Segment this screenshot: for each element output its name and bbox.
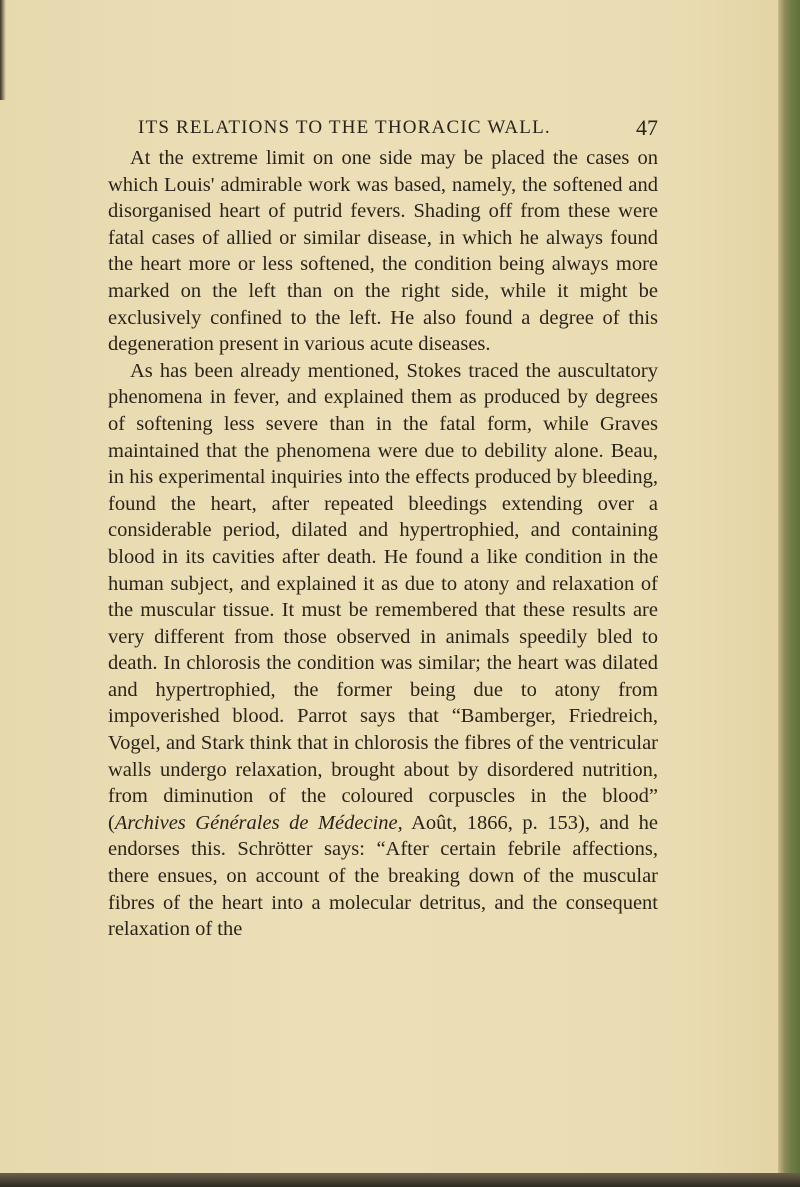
running-head: ITS RELATIONS TO THE THORACIC WALL. xyxy=(138,117,551,138)
page-right-edge xyxy=(778,0,800,1187)
paragraph-2-text-a: As has been already mentioned, Stokes traced the auscultatory phenomena in fever, and explained them as produced by degrees of softening less severe than in the fatal form, while Graves maintained that the phenomena were due to debility alone. Beau, in his experimental inquiries into the effects produced by bleeding, found the heart, after repeated bleedings extending over a considerable period, dilated and hypertrophied, and containing blood in its cavities after death. He found a like condition in the human subject, and explained it as due to atony and relaxation of the muscular tissue. It must be remembered that these results are very different from those observed in animals speedily bled to death. In chlorosis the condition was similar; the heart was dilated and hypertrophied, the former being due to atony from impoverished blood. Parrot says that “Bamberger, Friedreich, Vogel, and Stark think that in chlorosis the fibres of the ventricular walls undergo relaxation, brought about by disordered nutrition, from diminution of the coloured corpuscles in the blood” ( xyxy=(108,359,658,834)
paragraph-1 xyxy=(108,145,658,358)
page-bottom-edge xyxy=(0,1173,800,1187)
page-header xyxy=(138,117,658,147)
journal-title: Archives Générales de Médecine, xyxy=(114,811,403,834)
paragraph-2 xyxy=(108,358,658,943)
page-left-shadow xyxy=(0,0,6,100)
page-number: 47 xyxy=(636,115,658,140)
body-text xyxy=(108,145,658,943)
paragraph-2-text-b: Août, 1866, p. 153), and he endorses this. Schrötter says: “After certain febrile affections, there ensues, on account of the breaking down of the muscular fibres of the heart into a molecular detritus, and the consequent relaxation of the xyxy=(108,811,658,941)
paragraph-1-text: At the extreme limit on one side may be placed the cases on which Louis' admirable work was based, namely, the softened and disorganised heart of putrid fevers. Shading off from these were fatal cases of allied or similar disease, in which he always found the heart more or less softened, the condition being always more marked on the left than on the right side, while it might be exclusively confined to the left. He also found a degree of this degeneration present in various acute diseases. xyxy=(108,147,658,356)
